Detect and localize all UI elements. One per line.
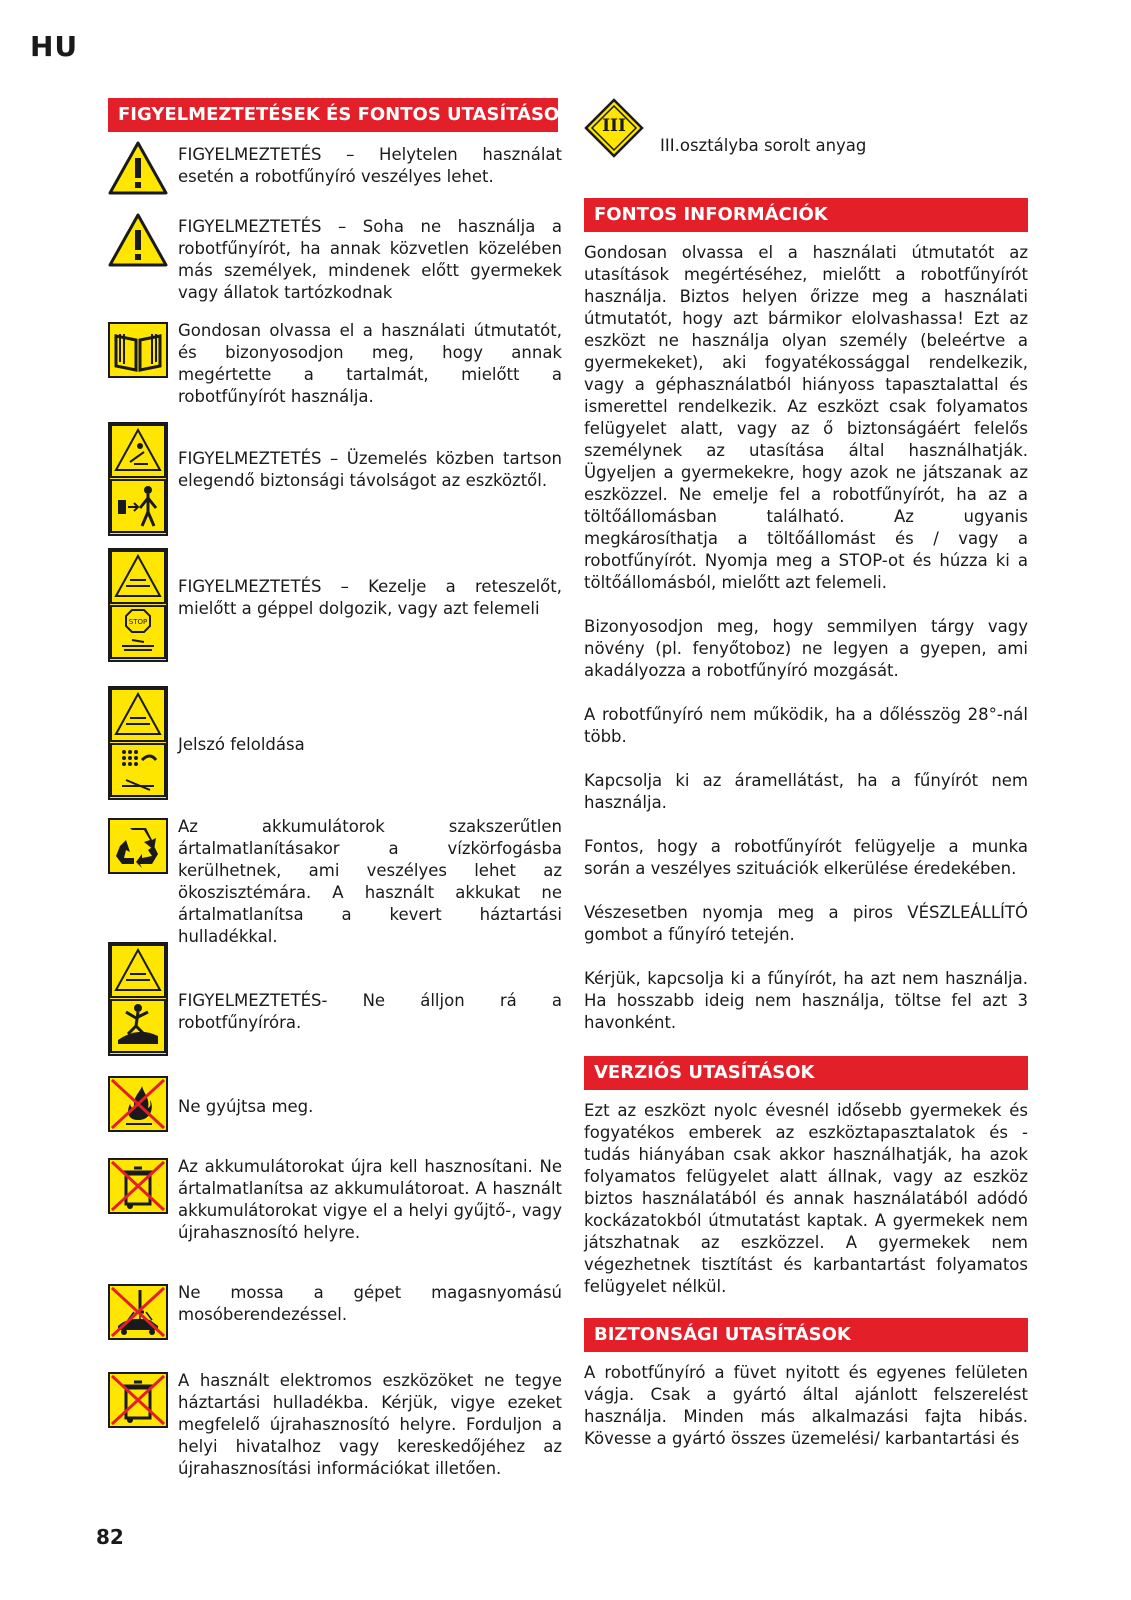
warning-text: Az akkumulátorokat újra kell hasznosítani. Ne ártalmatlanítsa az akkumulátoroat. A használt akkumulátorokat vigye el a helyi gyűjtő-, vagy újrahasznosító helyre. [178, 1157, 562, 1242]
warning-triangle-icon [108, 212, 168, 268]
paragraph: Fontos, hogy a robotfűnyírót felügyelje a munka során a veszélyes szituációk elkerülése éredekében. [584, 837, 1028, 878]
class-iii-symbol-icon [584, 98, 644, 158]
warning-text: A használt elektromos eszközöket ne tegye háztartási hulladékba. Kérjük, vigye ezeket megfelelő újrahasznosító helyre. Forduljon a helyi hivatalhoz vagy kereskedőjéhez az újrahasznosítási információkat illetően. [178, 1371, 562, 1478]
paragraph: A robotfűnyíró nem működik, ha a dőlésszög 28°-nál több. [584, 705, 1028, 746]
section-body-verzios [584, 1100, 1028, 1320]
warning-text: Az akkumulátorok szakszerűtlen ártalmatlanításakor a vízkörfogásba kerülhetnek, ami veszélyes lehet az ökoszisztémára. A használt akkukat ne ártalmatlanítsa a kevert háztartási hulladékkal. [178, 817, 562, 946]
page-number: 82 [96, 1525, 124, 1549]
paragraph: Ezt az eszközt nyolc évesnél idősebb gyermekek és fogyatékos emberek az eszköztapasztalatok és -tudás hiányában csak akkor használhatják, ha azok folyamatos felügyelet alatt állnak, vagy az eszköz biztos használatából és annak használatából adódó kockázatokból útmutatást kaptak. A gyermekek nem játszhatnak az eszközzel. A gyermekek nem végezhetnek tisztítást és karbantartást folyamatos felügyelet nélkül. [584, 1101, 1028, 1296]
section-body-fontos [584, 242, 1028, 1056]
paragraph: Kapcsolja ki az áramellátást, ha a fűnyírót nem használja. [584, 771, 1028, 812]
safety-distance-icon [108, 422, 168, 536]
warning-text: FIGYELMEZTETÉS – Soha ne használja a robotfűnyírót, ha annak közvetlen közelében más személyek, mindenek előtt gyermekek vagy állatok tartózkodnak [178, 217, 562, 302]
warning-triangle-icon [108, 140, 168, 196]
recycle-icon [108, 818, 168, 874]
crossed-bin-icon [108, 1158, 168, 1214]
warning-text: Jelszó feloldása [178, 735, 305, 754]
section-header-fontos: FONTOS INFORMÁCIÓK [584, 198, 1028, 232]
svg-text:STOP: STOP [128, 618, 148, 626]
warning-text: Gondosan olvassa el a használati útmutatót, és bizonyosodjon meg, hogy annak megértette a tartalmát, mielőtt a robotfűnyírót használja. [178, 321, 562, 406]
class-iii-symbol-text: III [602, 116, 626, 136]
paragraph: Vészesetben nyomja meg a piros VÉSZLEÁLLÍTÓ gombot a fűnyíró tetején. [584, 903, 1028, 944]
paragraph: Gondosan olvassa el a használati útmutatót az utasítások megértéséhez, mielőtt a robotfűnyírót használja. Biztos helyen őrizze meg a használati útmutatót, hogy azt bármikor elolvashassa! Ezt az eszközt ne használja olyan személy (beleértve a gyermekeket), aki fogyatékossággal rendelkezik, vagy a géphasználatból hiányoss tapasztalattal és ismerettel rendelkezik. Az eszközt csak folyamatos felügyelet alatt, vagy az ő biztonságáért felelős személynek az utasítása által használhatják. Ügyeljen a gyermekekre, hogy azok ne játszanak az eszközzel. Ne emelje fel a robotfűnyírót, ha az a töltőállomásban található. Az ugyanis megkárosíthatja a töltőállomást és / vagy a robotfűnyírót. Nyomja meg a STOP-ot és húzza ki a töltőállomásból, mielőtt azt felemeli. [584, 243, 1028, 592]
warning-text: FIGYELMEZTETÉS – Helytelen használat esetén a robotfűnyíró veszélyes lehet. [178, 145, 562, 186]
warning-text: Ne gyújtsa meg. [178, 1097, 314, 1116]
crossed-bin-icon [108, 1372, 168, 1428]
warning-text: FIGYELMEZTETÉS – Üzemelés közben tartson elegendő biztonsági távolságot az eszköztől. [178, 449, 562, 490]
no-pressure-wash-icon [108, 1284, 168, 1340]
section-header-verzios: VERZIÓS UTASÍTÁSOK [584, 1056, 1028, 1090]
section-header-biztonsagi: BIZTONSÁGI UTASÍTÁSOK [584, 1318, 1028, 1352]
warning-text: FIGYELMEZTETÉS- Ne álljon rá a robotfűnyíróra. [178, 991, 562, 1032]
do-not-stand-icon [108, 942, 168, 1056]
warning-text: Ne mossa a gépet magasnyomású mosóberendezéssel. [178, 1283, 562, 1324]
no-fire-icon [108, 1076, 168, 1132]
warning-text: FIGYELMEZTETÉS – Kezelje a reteszelőt, mielőtt a géppel dolgozik, vagy azt felemeli [178, 577, 562, 618]
paragraph: Kérjük, kapcsolja ki a fűnyírót, ha azt nem használja. Ha hosszabb ideig nem használja, töltse fel azt 3 havonként. [584, 969, 1028, 1032]
class-iii-text: III.osztályba sorolt anyag [660, 136, 867, 155]
open-manual-icon [108, 322, 168, 378]
paragraph: A robotfűnyíró a füvet nyitott és egyenes felületen vágja. Csak a gyártó által ajánlott felszerelést használja. Minden más alkalmazási fajta hibás. Kövesse a gyártó összes üzemelési/ karbantartási és [584, 1363, 1028, 1448]
warnings-header: FIGYELMEZTETÉSEK ÉS FONTOS UTASÍTÁSOK [108, 98, 558, 132]
paragraph: Bizonyosodjon meg, hogy semmilyen tárgy vagy növény (pl. fenyőtoboz) ne legyen a gyepen, ami akadályozza a robotfűnyíró mozgását. [584, 617, 1028, 680]
section-body-biztonsagi [584, 1362, 1028, 1472]
pin-unlock-icon [108, 686, 168, 800]
language-code: HU [30, 30, 79, 63]
stop-lock-icon [108, 548, 168, 662]
